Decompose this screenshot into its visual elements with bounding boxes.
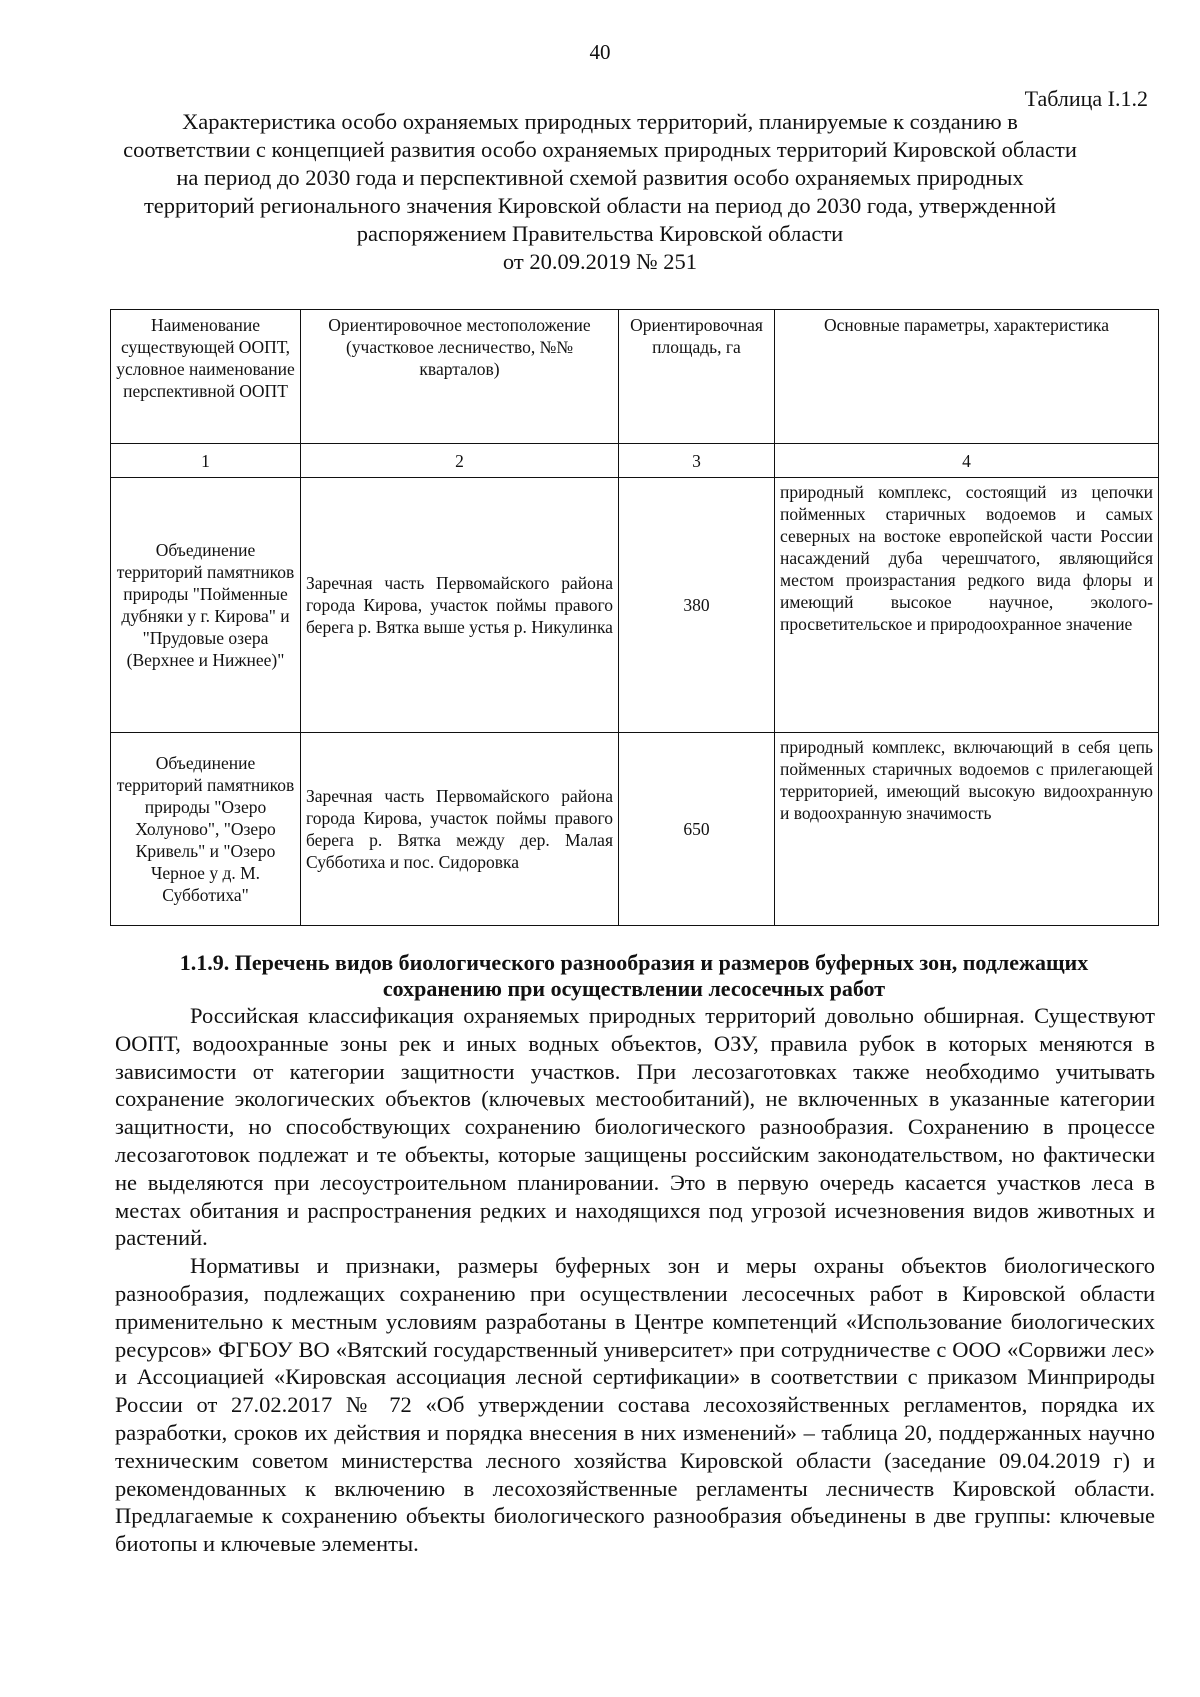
header-name: Наименование существующей ООПТ, условное наименование перспективной ООПТ <box>111 310 301 444</box>
column-number: 1 <box>111 444 301 478</box>
caption-date: от 20.09.2019 № 251 <box>502 249 698 274</box>
header-area: Ориентировочная площадь, га <box>619 310 775 444</box>
cell-description: природный комплекс, включающий в себя цепь пойменных старичных водоемов с прилегающей территорией, имеющий высокую видоохранную и водоохранную значимость <box>775 733 1159 926</box>
column-number: 2 <box>301 444 619 478</box>
section-heading <box>110 950 1158 1002</box>
cell-location: Заречная часть Первомайского района города Кирова, участок поймы правого берега р. Вятка между дер. Малая Субботиха и пос. Сидоровка <box>301 733 619 926</box>
table-label: Таблица I.1.2 <box>1024 86 1148 111</box>
cell-name: Объединение территорий памятников природы "Озеро Холуново", "Озеро Кривель" и "Озеро Черное у д. М. Субботиха" <box>111 733 301 926</box>
column-number: 3 <box>619 444 775 478</box>
cell-description: природный комплекс, состоящий из цепочки пойменных старичных водоемов и самых северных на востоке европейской части России насаждений дуба черешчатого, являющийся местом произрастания редкого вида флоры и имеющий высокое научное, эколого-просветительское и природоохранное значение <box>775 478 1159 733</box>
section-body <box>115 1002 1155 1558</box>
caption-text: Характеристика особо охраняемых природных территорий, планируемые к созданию в соответствии с концепцией развития особо охраняемых природных территорий Кировской области на период до 2030 года и перспективной схемой развития особо охраняемых природных территорий регионального значения Кировской области на период до 2030 года, утвержденной распоряжением Правительства Кировской области <box>123 109 1077 246</box>
paragraph: Нормативы и признаки, размеры буферных зон и меры охраны объектов биологического разнообразия, подлежащих сохранению при осуществлении лесосечных работ в Кировской области применительно к местным условиям разработаны в Центре компетенций «Использование биологических ресурсов» ФГБОУ ВО «Вятский государственный университет» при сотрудничестве с ООО «Сорвижи лес» и Ассоциацией «Кировская ассоциация лесной сертификации» в соответствии с приказом Минприроды России от 27.02.2017 № 72 «Об утверждении состава лесохозяйственных регламентов, порядка их разработки, сроков их действия и порядка внесения в них изменений» – таблица 20, поддержанных научно техническим советом министерства лесного хозяйства Кировской области (заседание 09.04.2019 г) и рекомендованных к включению в лесохозяйственные регламенты лесничеств Кировской области. Предлагаемые к сохранению объекты биологического разнообразия объединены в две группы: ключевые биотопы и ключевые элементы. <box>115 1253 1155 1557</box>
header-location: Ориентировочное местоположение (участковое лесничество, №№ кварталов) <box>301 310 619 444</box>
paragraph: Российская классификация охраняемых природных территорий довольно обширная. Существуют ООПТ, водоохранные зоны рек и иных водных объектов, ОЗУ, правила рубок в которых меняются в зависимости от категории защитности участков. При лесозаготовках также необходимо учитывать сохранение экологических объектов (ключевых местообитаний), не включенных в указанные категории защитности, но способствующих сохранению биологического разнообразия. Сохранению в процессе лесозаготовок подлежат и те объекты, которые защищены российским законодательством, но фактически не выделяются при лесоустроительном планировании. Это в первую очередь касается участков леса в местах обитания и распространения редких и находящихся под угрозой исчезновения видов животных и растений. <box>115 1003 1155 1251</box>
table-row <box>111 733 1159 926</box>
column-number-row <box>111 444 1159 478</box>
column-number: 4 <box>775 444 1159 478</box>
table-row <box>111 478 1159 733</box>
table-header-row <box>111 310 1159 444</box>
section-heading-line: сохранению при осуществлении лесосечных работ <box>382 976 886 1001</box>
section-heading-line: 1.1.9. Перечень видов биологического разнообразия и размеров буферных зон, подлежащих <box>179 950 1089 975</box>
cell-area: 380 <box>619 478 775 733</box>
header-description: Основные параметры, характеристика <box>775 310 1159 444</box>
cell-location: Заречная часть Первомайского района города Кирова, участок поймы правого берега р. Вятка выше устья р. Никулинка <box>301 478 619 733</box>
protected-areas-table <box>110 309 1159 926</box>
cell-area: 650 <box>619 733 775 926</box>
cell-name: Объединение территорий памятников природы "Пойменные дубняки у г. Кирова" и "Прудовые озера (Верхнее и Нижнее)" <box>111 478 301 733</box>
table-caption <box>120 108 1080 276</box>
page-number: 40 <box>589 40 611 64</box>
